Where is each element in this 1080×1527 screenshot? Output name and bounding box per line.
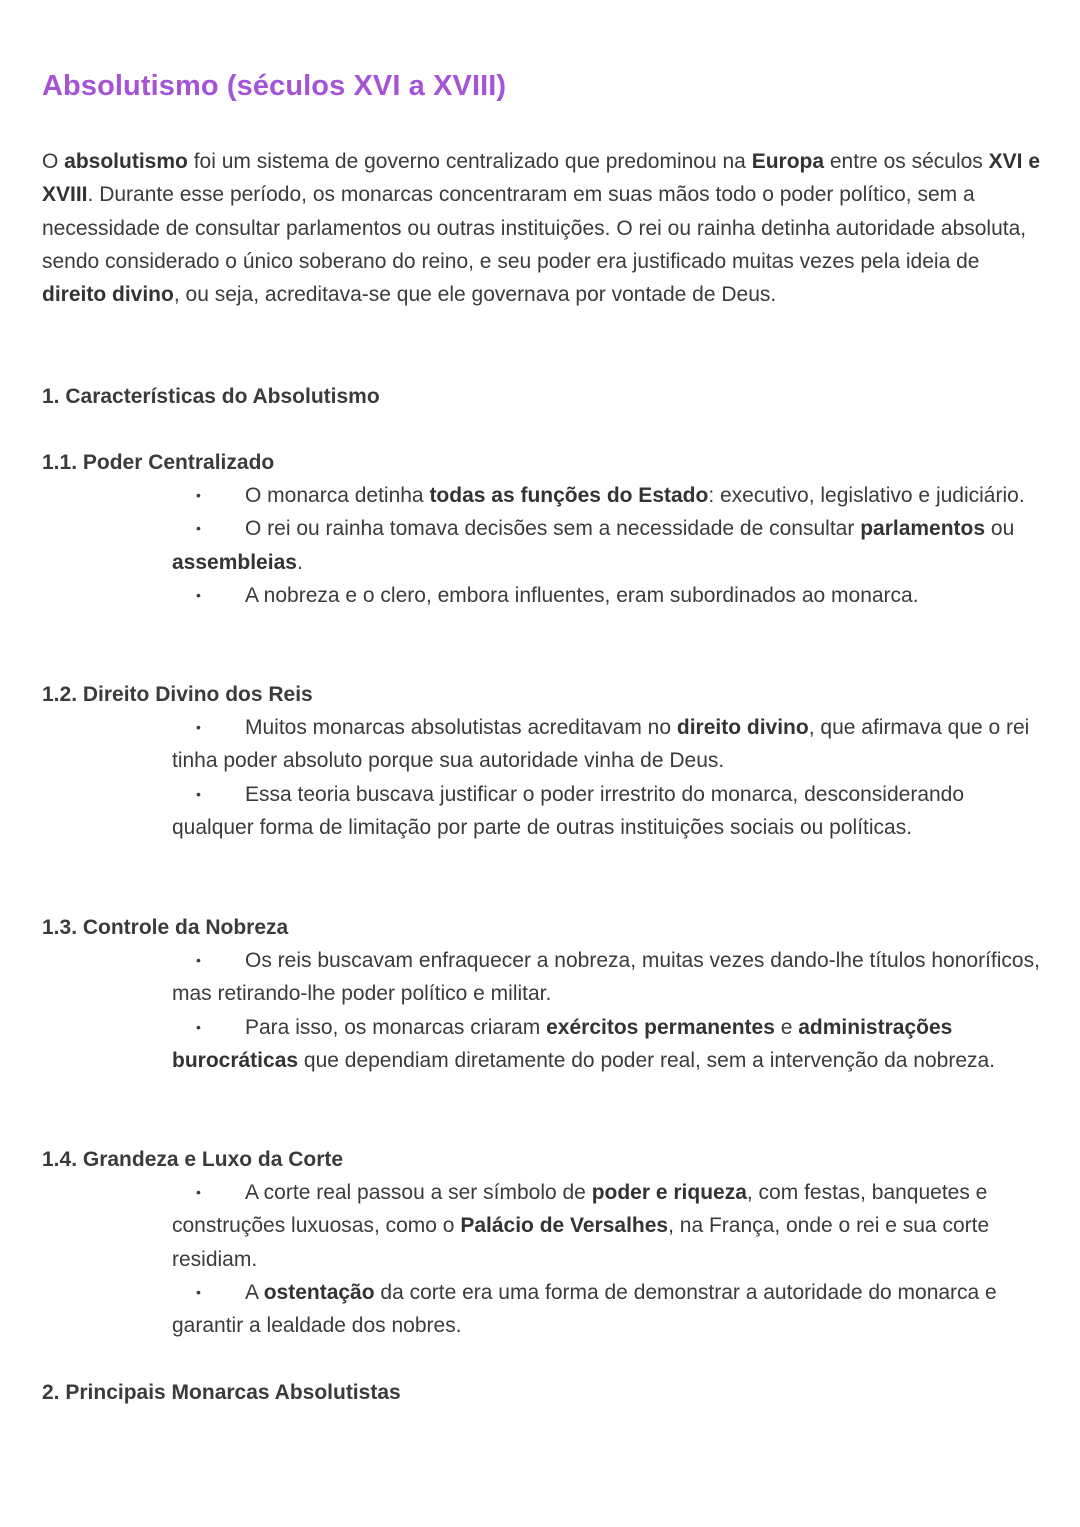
text-run: O rei ou rainha tomava decisões sem a necessidade de consultar bbox=[245, 517, 861, 541]
text-run: , que afirmava que o rei tinha poder absoluto porque sua autoridade vinha de Deus. bbox=[172, 716, 1030, 773]
bold-text: poder e riqueza bbox=[591, 1181, 747, 1204]
text-run: . bbox=[296, 550, 303, 574]
bold-text: Europa bbox=[751, 150, 825, 173]
bullet-list-poder-centralizado bbox=[172, 479, 1042, 612]
bullet-icon: • bbox=[196, 586, 201, 603]
section-heading-caracteristicas: 1. Características do Absolutismo bbox=[42, 385, 380, 408]
bullet-item bbox=[172, 512, 1042, 579]
bullet-list-grandeza-corte bbox=[172, 1176, 1042, 1342]
document-title: Absolutismo (séculos XVI a XVIII) bbox=[42, 70, 507, 102]
bullet-item bbox=[172, 1276, 1042, 1343]
text-run: Para isso, os monarcas criaram bbox=[245, 1015, 547, 1039]
text-run: Essa teoria buscava justificar o poder irrestrito do monarca, desconsiderando qualquer forma de limitação por parte de outras instituições sociais ou políticas. bbox=[172, 782, 965, 839]
bold-text: parlamentos bbox=[860, 517, 986, 541]
bold-text: XVI e XVIII bbox=[42, 150, 1041, 207]
bold-text: direito divino bbox=[42, 283, 174, 307]
bold-text: assembleias bbox=[172, 550, 297, 574]
bold-text: ostentação bbox=[263, 1280, 375, 1304]
text-run: A bbox=[245, 1280, 264, 1304]
bullet-icon: • bbox=[196, 719, 201, 735]
bold-text: exércitos permanentes bbox=[546, 1015, 775, 1039]
bullet-list-direito-divino bbox=[172, 711, 1042, 844]
text-run: O monarca detinha bbox=[245, 484, 430, 507]
intro-paragraph bbox=[42, 145, 1042, 311]
subsection-heading-grandeza-corte: 1.4. Grandeza e Luxo da Corte bbox=[42, 1148, 344, 1171]
text-run: foi um sistema de governo centralizado que predominou na bbox=[187, 150, 752, 173]
bullet-item bbox=[172, 479, 1042, 512]
subsection-heading-direito-divino: 1.2. Direito Divino dos Reis bbox=[42, 683, 313, 706]
bullet-icon: • bbox=[196, 520, 201, 537]
bullet-item bbox=[172, 711, 1042, 778]
text-run: da corte era uma forma de demonstrar a autoridade do monarca e garantir a lealdade dos nobres. bbox=[172, 1280, 997, 1338]
bold-text: absolutismo bbox=[64, 150, 188, 173]
text-run: e bbox=[774, 1015, 799, 1039]
bullet-item bbox=[172, 944, 1042, 1011]
subsection-heading-poder-centralizado: 1.1. Poder Centralizado bbox=[42, 451, 275, 474]
bold-text: todas as funções do Estado bbox=[429, 484, 709, 507]
bullet-icon: • bbox=[196, 785, 201, 802]
text-run: , na França, onde o rei e sua corte residiam. bbox=[172, 1214, 990, 1271]
bullet-item bbox=[172, 1011, 1042, 1078]
bullet-item bbox=[172, 579, 1042, 612]
bold-text: Palácio de Versalhes bbox=[460, 1214, 669, 1238]
bullet-icon: • bbox=[196, 1184, 201, 1200]
text-run: A corte real passou a ser símbolo de bbox=[245, 1181, 592, 1204]
text-run: A nobreza e o clero, embora influentes, eram subordinados ao monarca. bbox=[245, 583, 919, 607]
bullet-list-controle-nobreza bbox=[172, 944, 1042, 1077]
text-run: que dependiam diretamente do poder real, sem a intervenção da nobreza. bbox=[298, 1048, 996, 1072]
text-run: O bbox=[42, 150, 65, 173]
text-run: Os reis buscavam enfraquecer a nobreza, muitas vezes dando-lhe títulos honoríficos, mas retirando-lhe poder político e militar. bbox=[172, 949, 1040, 1006]
bullet-item bbox=[172, 778, 1042, 845]
bullet-icon: • bbox=[196, 1283, 201, 1300]
bullet-icon: • bbox=[196, 1018, 201, 1035]
text-run: ou bbox=[985, 517, 1015, 541]
subsection-heading-controle-nobreza: 1.3. Controle da Nobreza bbox=[42, 916, 289, 939]
bullet-item bbox=[172, 1176, 1042, 1276]
bold-text: direito divino bbox=[676, 716, 809, 739]
text-run: entre os séculos bbox=[824, 150, 989, 173]
text-run: , ou seja, acreditava-se que ele governava por vontade de Deus. bbox=[173, 283, 777, 307]
bullet-icon: • bbox=[196, 487, 201, 503]
text-run: Muitos monarcas absolutistas acreditavam no bbox=[245, 716, 677, 739]
text-run: , com festas, banquetes e construções luxuosas, como o bbox=[172, 1181, 988, 1238]
bullet-icon: • bbox=[196, 952, 201, 968]
text-run: . Durante esse período, os monarcas concentraram em suas mãos todo o poder político, sem a necessidade de consultar parlamentos ou outras instituições. O rei ou rainha detinha autoridade absoluta, sendo considerado o único soberano do reino, e seu poder era justificado muitas vezes pela ideia de bbox=[42, 183, 1027, 273]
text-run: : executivo, legislativo e judiciário. bbox=[708, 484, 1025, 507]
section-heading-principais-monarcas: 2. Principais Monarcas Absolutistas bbox=[42, 1381, 401, 1404]
bold-text: administrações burocráticas bbox=[172, 1015, 953, 1072]
